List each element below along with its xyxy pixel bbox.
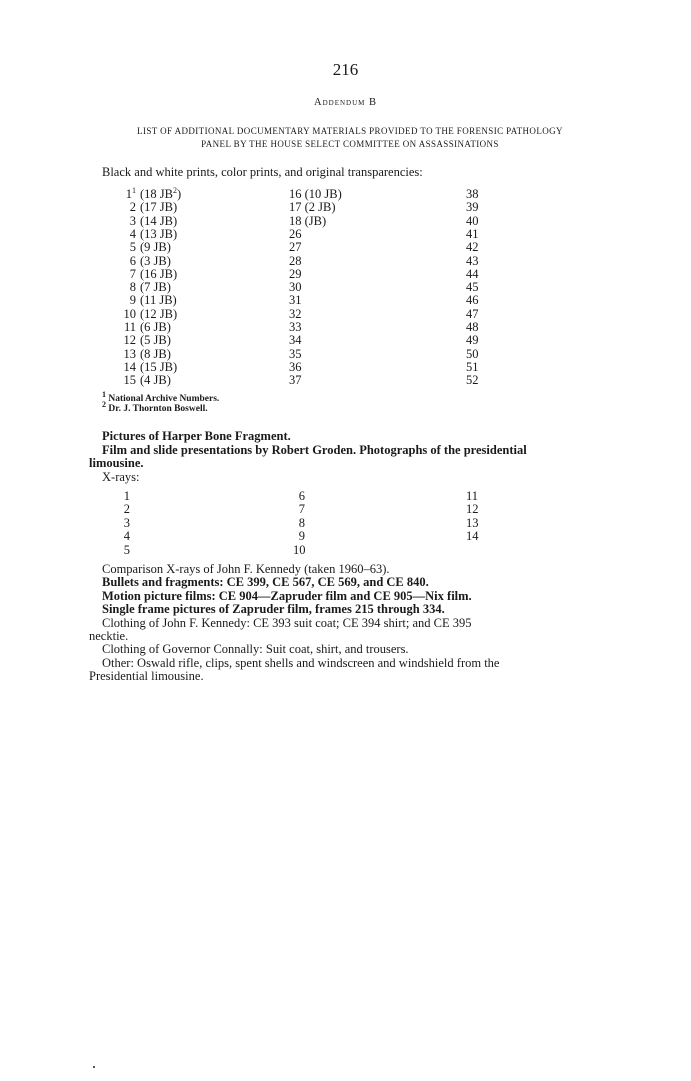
print-number: 18 (JB)	[289, 214, 327, 228]
print-archive-ref: (5 JB)	[140, 333, 171, 347]
xray-number: 3	[123, 516, 130, 530]
print-number: 27	[289, 240, 302, 254]
print-number: 8	[129, 280, 136, 294]
print-number: 4	[129, 227, 136, 241]
material-item-line: necktie.	[89, 629, 129, 643]
print-number: 38	[466, 187, 479, 201]
film-line-1: Film and slide presentations by Robert Groden. Photographs of the presidential	[102, 443, 527, 457]
print-number: 34	[289, 333, 302, 347]
print-number: 42	[466, 240, 479, 254]
print-number: 16 (10 JB)	[289, 187, 342, 201]
print-archive-ref: (8 JB)	[140, 347, 171, 361]
print-number: 48	[466, 320, 479, 334]
xray-number: 4	[123, 529, 130, 543]
print-number: 50	[466, 347, 479, 361]
xray-number: 14	[466, 529, 479, 543]
print-archive-ref: (4 JB)	[140, 373, 171, 387]
xray-number: 1	[123, 489, 130, 503]
print-number: 11	[123, 320, 136, 334]
xray-number: 5	[123, 543, 130, 557]
material-item-line: Presidential limousine.	[89, 669, 204, 683]
material-item-line: Clothing of Governor Connally: Suit coat, shirt, and trousers.	[102, 642, 409, 656]
print-number: 29	[289, 267, 302, 281]
print-number: 7	[129, 267, 136, 281]
title-line-2: PANEL BY THE HOUSE SELECT COMMITTEE ON ASSASSINATIONS	[201, 139, 499, 149]
material-item-line: Clothing of John F. Kennedy: CE 393 suit coat; CE 394 shirt; and CE 395	[102, 616, 472, 630]
print-number: 3	[129, 214, 136, 228]
print-number: 45	[466, 280, 479, 294]
print-archive-ref: (9 JB)	[140, 240, 171, 254]
print-number: 51	[466, 360, 479, 374]
print-number: 41	[466, 227, 479, 241]
print-number: 13	[123, 347, 136, 361]
xray-number: 7	[298, 502, 305, 516]
print-number: 44	[466, 267, 479, 281]
xrays-heading: X-rays:	[102, 470, 140, 484]
print-number: 14	[123, 360, 136, 374]
xray-number: 2	[123, 502, 130, 516]
print-number: 15	[123, 373, 136, 387]
print-number: 10	[123, 307, 136, 321]
xray-number: 11	[466, 489, 479, 503]
print-number: 17 (2 JB)	[289, 200, 336, 214]
print-number: 5	[129, 240, 136, 254]
print-number: 9	[129, 293, 136, 307]
material-item-line: Comparison X-rays of John F. Kennedy (taken 1960–63).	[102, 562, 390, 576]
title-line-1: LIST OF ADDITIONAL DOCUMENTARY MATERIALS PROVIDED TO THE FORENSIC PATHOLOGY	[137, 126, 563, 136]
print-number: $1^1$	[125, 185, 136, 201]
print-number: 30	[289, 280, 302, 294]
xray-number: 10	[293, 543, 306, 557]
xray-number: 6	[298, 489, 305, 503]
print-number: 32	[289, 307, 302, 321]
print-number: 36	[289, 360, 302, 374]
print-number: 40	[466, 214, 479, 228]
harper-line: Pictures of Harper Bone Fragment.	[102, 429, 291, 443]
print-number: 26	[289, 227, 302, 241]
print-number: 33	[289, 320, 302, 334]
page-speck	[93, 1066, 95, 1068]
print-archive-ref: (6 JB)	[140, 320, 171, 334]
xray-number: 12	[466, 502, 479, 516]
document-title	[80, 125, 620, 151]
print-number: 47	[466, 307, 479, 321]
print-number: 35	[289, 347, 302, 361]
print-number: 37	[289, 373, 302, 387]
film-line-2: limousine.	[89, 456, 144, 470]
print-number: 46	[466, 293, 479, 307]
print-archive-ref: (12 JB)	[140, 307, 178, 321]
addendum-heading: Addendum B	[314, 97, 377, 108]
material-item-line: Other: Oswald rifle, clips, spent shells and windscreen and windshield from the	[102, 656, 500, 670]
material-item-line: Bullets and fragments: CE 399, CE 567, CE 569, and CE 840.	[102, 575, 429, 589]
print-archive-ref: (18 $JB^2$)	[140, 185, 182, 201]
print-number: 12	[123, 333, 136, 347]
material-item-line: Motion picture films: CE 904—Zapruder film and CE 905—Nix film.	[102, 589, 472, 603]
print-number: 49	[466, 333, 479, 347]
print-archive-ref: (13 JB)	[140, 227, 178, 241]
xray-number: 8	[298, 516, 305, 530]
footnote-1: $^1$ National Archive Numbers.	[102, 389, 220, 404]
xray-number: 9	[298, 529, 305, 543]
print-number: 52	[466, 373, 479, 387]
print-number: 28	[289, 254, 302, 268]
print-archive-ref: (17 JB)	[140, 200, 178, 214]
print-number: 31	[289, 293, 302, 307]
print-archive-ref: (3 JB)	[140, 254, 171, 268]
print-archive-ref: (15 JB)	[140, 360, 178, 374]
page-number: 216	[332, 60, 359, 79]
material-item-line: Single frame pictures of Zapruder film, frames 215 through 334.	[102, 602, 445, 616]
prints-heading: Black and white prints, color prints, and original transparencies:	[102, 165, 423, 179]
print-number: 2	[129, 200, 136, 214]
print-number: 43	[466, 254, 479, 268]
print-archive-ref: (11 JB)	[140, 293, 177, 307]
xray-number: 13	[466, 516, 479, 530]
footnote-2: $^2$ Dr. J. Thornton Boswell.	[102, 399, 208, 414]
print-archive-ref: (16 JB)	[140, 267, 178, 281]
print-archive-ref: (7 JB)	[140, 280, 171, 294]
print-number: 6	[129, 254, 136, 268]
print-archive-ref: (14 JB)	[140, 214, 178, 228]
print-number: 39	[466, 200, 479, 214]
